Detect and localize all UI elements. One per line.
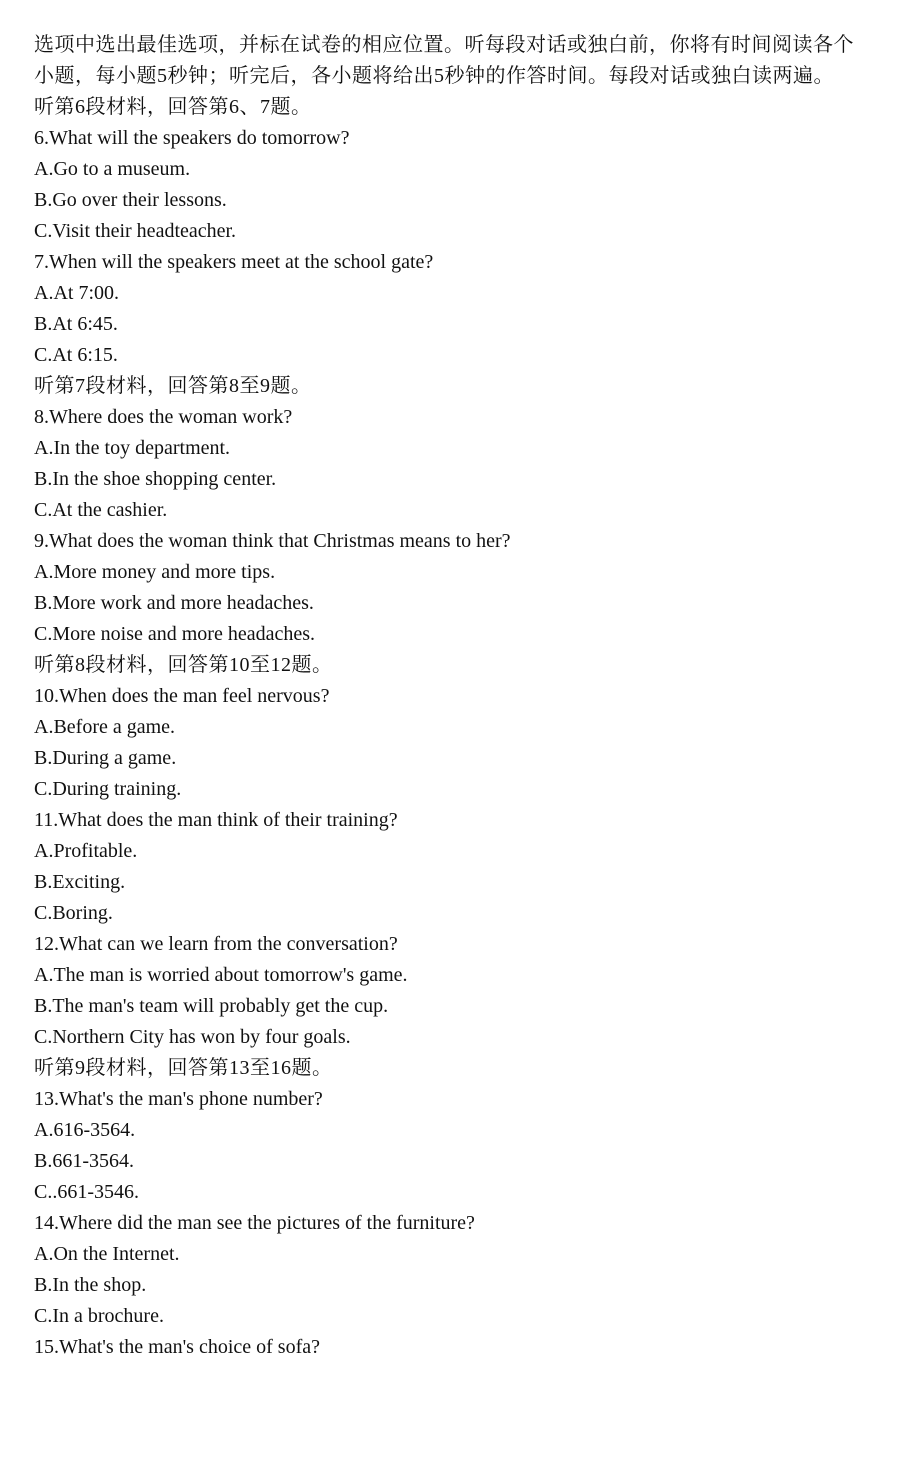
section-heading: 听第7段材料，回答第8至9题。 (34, 375, 312, 397)
option: B.Go over their lessons. (34, 189, 227, 211)
question: 12.What can we learn from the conversation? (34, 933, 398, 955)
option: C.Visit their headteacher. (34, 220, 237, 242)
option: A.In the toy department. (34, 437, 231, 459)
question: 15.What's the man's choice of sofa? (34, 1336, 320, 1358)
option: C..661-3546. (34, 1181, 139, 1203)
option: A.The man is worried about tomorrow's game. (34, 964, 408, 986)
option: A.Before a game. (34, 716, 176, 738)
option: C.At the cashier. (34, 499, 168, 521)
section-heading: 听第6段材料，回答第6、7题。 (34, 96, 312, 118)
question: 13.What's the man's phone number? (34, 1088, 323, 1110)
option: A.616-3564. (34, 1119, 136, 1141)
instructions-paragraph: 选项中选出最佳选项，并标在试卷的相应位置。听每段对话或独白前，你将有时间阅读各个小题，每小题5秒钟；听完后，各小题将给出5秒钟的作答时间。每段对话或独白读两遍。 (34, 34, 854, 87)
option: B.Exciting. (34, 871, 126, 893)
option: C.In a brochure. (34, 1305, 164, 1327)
section-heading: 听第9段材料，回答第13至16题。 (34, 1057, 333, 1079)
option: A.Profitable. (34, 840, 138, 862)
option: B.During a game. (34, 747, 177, 769)
question: 10.When does the man feel nervous? (34, 685, 330, 707)
question: 11.What does the man think of their training? (34, 809, 398, 831)
option: B.661-3564. (34, 1150, 134, 1172)
option: C.During training. (34, 778, 182, 800)
option: C.Boring. (34, 902, 113, 924)
option: A.More money and more tips. (34, 561, 276, 583)
question: 9.What does the woman think that Christmas means to her? (34, 530, 511, 552)
question: 6.What will the speakers do tomorrow? (34, 127, 350, 149)
option: A.At 7:00. (34, 282, 119, 304)
option: A.Go to a museum. (34, 158, 191, 180)
section-heading: 听第8段材料，回答第10至12题。 (34, 654, 333, 676)
option: B.At 6:45. (34, 313, 118, 335)
question: 14.Where did the man see the pictures of the furniture? (34, 1212, 475, 1234)
option: B.In the shop. (34, 1274, 147, 1296)
option: A.On the Internet. (34, 1243, 180, 1265)
option: B.In the shoe shopping center. (34, 468, 277, 490)
question: 8.Where does the woman work? (34, 406, 293, 428)
document-page (34, 30, 874, 1363)
option: C.More noise and more headaches. (34, 623, 316, 645)
option: C.At 6:15. (34, 344, 118, 366)
option: B.More work and more headaches. (34, 592, 314, 614)
question: 7.When will the speakers meet at the school gate? (34, 251, 434, 273)
option: B.The man's team will probably get the cup. (34, 995, 389, 1017)
option: C.Northern City has won by four goals. (34, 1026, 351, 1048)
